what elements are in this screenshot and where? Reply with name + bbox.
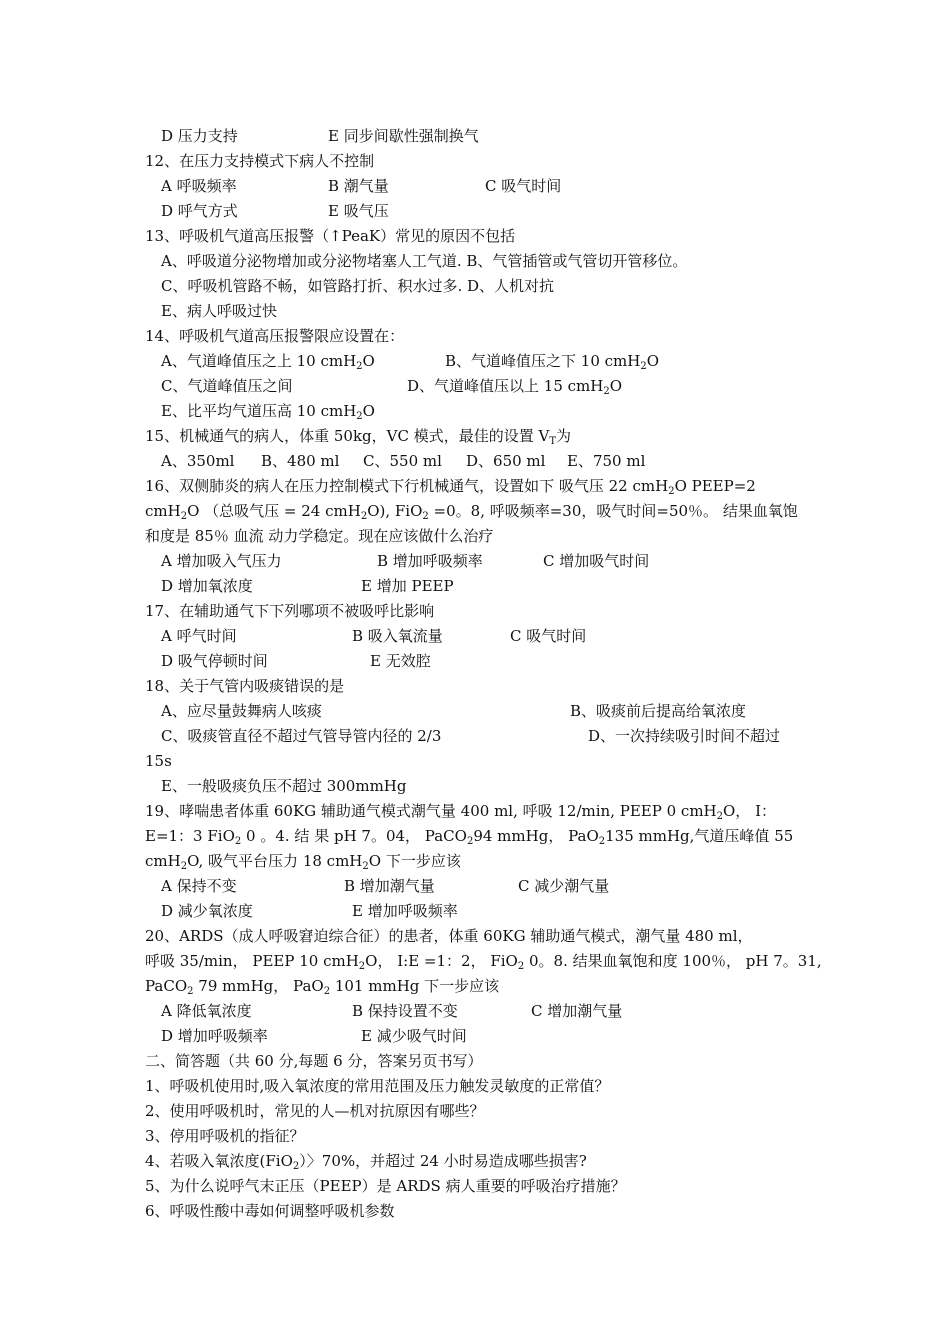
q18-option-d-cont: 15s [145,752,172,770]
q13-options-ab: A、呼吸道分泌物增加或分泌物堵塞人工气道. B、气管插管或气管切开管移位。 [161,252,688,270]
option-d: D 呼气方式 [161,202,238,220]
option-e: E 增加呼吸频率 [352,902,458,920]
option-d: D 吸气停顿时间 [161,652,268,670]
short-answer-3: 3、停用呼吸机的指征？ [145,1127,305,1145]
option-c: C、550 ml [363,452,442,470]
q18-option-e: E、一般吸痰负压不超过 300mmHg [161,777,407,795]
q12-stem: 12、在压力支持模式下病人不控制 [145,152,375,170]
option-a: A 降低氧浓度 [161,1002,252,1020]
option-b: B 吸入氧流量 [352,627,443,645]
q18-stem: 18、关于气管内吸痰错误的是 [145,677,345,695]
q15-stem: 15、机械通气的病人，体重 50kg，VC 模式，最佳的设置 $V_T$为 [145,427,572,447]
option-b: B 保持设置不变 [352,1002,458,1020]
q16-stem-line2: cmH$_2$O （总吸气压 = 24 cmH$_2$O), FiO$_2$ =0。8, 呼吸频率=30，吸气时间=50％。 结果血氧饱 [145,502,798,522]
q14-option-e: E、比平均气道压高 10 cmH$_2$O [161,402,375,422]
option-b: B、气道峰值压之下 10 cmH$_2$O [445,352,660,372]
q16-stem-line1: 16、双侧肺炎的病人在压力控制模式下行机械通气，设置如下 吸气压 22 cmH$_2$O PEEP=2 [145,477,756,497]
option-d: D、气道峰值压以上 15 cmH$_2$O [407,377,623,397]
option-b: B、480 ml [261,452,340,470]
option-c: C、吸痰管直径不超过气管导管内径的 2/3 [161,727,442,745]
option-b: B 潮气量 [328,177,389,195]
q20-stem-line1: 20、ARDS（成人呼吸窘迫综合征）的患者，体重 60KG 辅助通气模式，潮气量 480 ml， [145,927,753,945]
option-c: C 增加潮气量 [531,1002,623,1020]
short-answer-1: 1、呼吸机使用时,吸入氧浓度的常用范围及压力触发灵敏度的正常值？ [145,1077,610,1095]
q20-stem-line3: PaCO$_2$ 79 mmHg， PaO$_2$ 101 mmHg 下一步应该 [145,977,500,997]
option-a: A、气道峰值压之上 10 cmH$_2$O [161,352,375,372]
option-b: B、吸痰前后提高给氧浓度 [570,702,747,720]
option-a: A 呼吸频率 [161,177,237,195]
option-a: A 增加吸入气压力 [161,552,282,570]
q13-stem: 13、呼吸机气道高压报警（↑PeaK）常见的原因不包括 [145,227,516,245]
short-answer-4: 4、若吸入氧浓度(FiO$_2$）〉70%，并超过 24 小时易造成哪些损害? [145,1152,587,1172]
section-2-title: 二、简答题（共 60 分,每题 6 分，答案另页书写） [145,1052,483,1070]
option-d: D、一次持续吸引时间不超过 [588,727,781,745]
q20-stem-line2: 呼吸 35/min， PEEP 10 cmH$_2$O， I:E =1：2， FiO$_2$ 0。8. 结果血氧饱和度 100％， pH 7。31, [145,952,822,972]
short-answer-5: 5、为什么说呼气末正压（PEEP）是 ARDS 病人重要的呼吸治疗措施？ [145,1177,626,1195]
option-b: B 增加潮气量 [344,877,435,895]
option-c: C 减少潮气量 [518,877,610,895]
option-a: A 保持不变 [161,877,237,895]
option-c: C、气道峰值压之间 [161,377,293,395]
option-d: D、650 ml [466,452,546,470]
q17-stem: 17、在辅助通气下下列哪项不被吸呼比影响 [145,602,435,620]
option-d: D 增加呼吸频率 [161,1027,268,1045]
option-e: E、750 ml [567,452,646,470]
option-e: E 增加 PEEP [361,577,454,595]
q19-stem-line1: 19、哮喘患者体重 60KG 辅助通气模式潮气量 400 ml, 呼吸 12/min, PEEP 0 cmH$_2$O， I： [145,802,776,822]
q13-option-e: E、病人呼吸过快 [161,302,277,320]
option-e: E 吸气压 [328,202,389,220]
q19-stem-line3: cmH$_2$O, 吸气平台压力 18 cmH$_2$O 下一步应该 [145,852,461,872]
short-answer-2: 2、使用呼吸机时，常见的人—机对抗原因有哪些？ [145,1102,485,1120]
option-e: E 同步间歇性强制换气 [328,127,479,145]
q16-stem-line3: 和度是 85％ 血流 动力学稳定。现在应该做什么治疗 [145,527,494,545]
option-a: A、350ml [161,452,235,470]
option-c: C 吸气时间 [485,177,562,195]
option-a: A、应尽量鼓舞病人咳痰 [161,702,322,720]
option-a: A 呼气时间 [161,627,237,645]
option-d: D 减少氧浓度 [161,902,253,920]
option-c: C 吸气时间 [510,627,587,645]
option-e: E 无效腔 [370,652,431,670]
q13-options-cd: C、呼吸机管路不畅，如管路打折、积水过多. D、人机对抗 [161,277,555,295]
option-b: B 增加呼吸频率 [377,552,483,570]
option-d: D 增加氧浓度 [161,577,253,595]
option-e: E 减少吸气时间 [361,1027,467,1045]
q14-stem: 14、呼吸机气道高压报警限应设置在： [145,327,405,345]
option-c: C 增加吸气时间 [543,552,650,570]
short-answer-6: 6、呼吸性酸中毒如何调整呼吸机参数 [145,1202,395,1220]
option-d: D 压力支持 [161,127,238,145]
q19-stem-line2: E=1：3 FiO$_2$ 0 。4. 结 果 pH 7。04， PaCO$_2$94 mmHg， PaO$_2$135 mmHg,气道压峰值 55 [145,827,794,847]
